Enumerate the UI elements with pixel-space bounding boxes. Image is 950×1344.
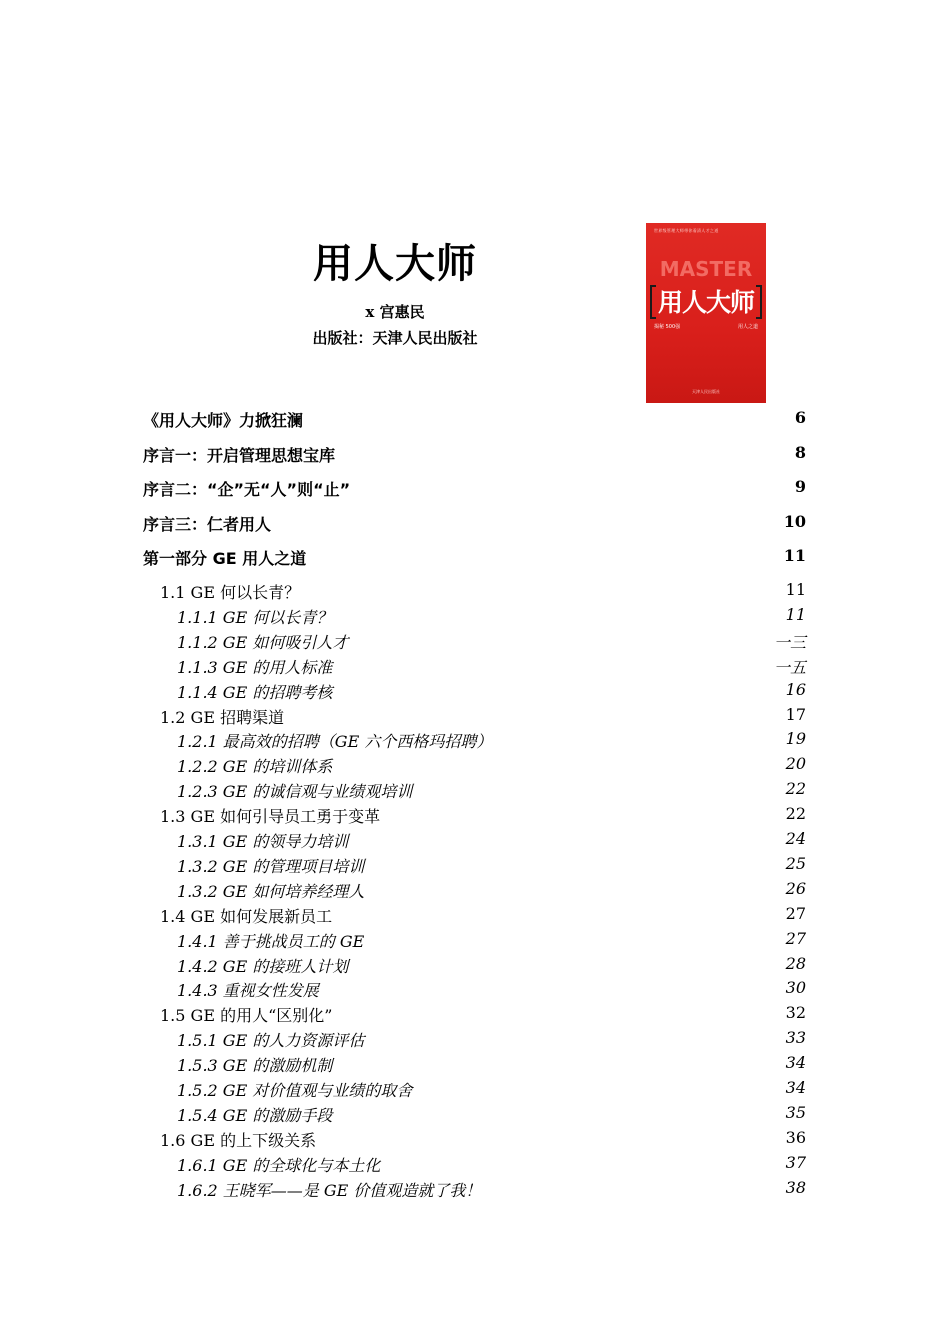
- cover-title: 用人大师: [657, 288, 754, 317]
- toc-entry[interactable]: [143, 779, 806, 803]
- toc-entry-title: 1.1.1 GE 何以长青？: [177, 607, 333, 627]
- toc-entry-title: 1.5.1 GE 的人力资源评估: [177, 1031, 365, 1051]
- toc-entry[interactable]: [143, 904, 806, 928]
- toc-entry-title: 1.5.2 GE 对价值观与业绩的取舍: [177, 1081, 413, 1100]
- toc-entry-title: 1.3.2 GE 的管理项目培训: [177, 856, 365, 876]
- toc-entry[interactable]: [143, 655, 806, 679]
- toc-entry-title: 1.5.3 GE 的激励机制: [177, 1056, 333, 1076]
- toc-entry-title: 1.1.2 GE 如何吸引人才: [177, 632, 349, 652]
- toc-entry-page: 20: [785, 754, 806, 774]
- toc-entry[interactable]: [143, 729, 806, 753]
- toc-entry-title: 1.5.4 GE 的激励手段: [177, 1105, 333, 1125]
- toc-entry-page: 34: [785, 1078, 806, 1097]
- book-cover-image: [646, 223, 766, 403]
- toc-entry[interactable]: [143, 680, 806, 704]
- cover-bracket-right: [756, 285, 762, 319]
- toc-entry-page: 11: [785, 580, 806, 599]
- toc-entry[interactable]: [143, 1003, 806, 1027]
- toc-entry[interactable]: [143, 1078, 806, 1102]
- toc-entry-title: 1.1 GE 何以长青？: [160, 583, 301, 602]
- toc-entry[interactable]: [143, 829, 806, 853]
- document-title: 用人大师: [313, 241, 477, 287]
- toc-entry[interactable]: [143, 1128, 806, 1152]
- toc-entry[interactable]: [143, 705, 806, 729]
- toc-entry-page: 36: [785, 1127, 806, 1147]
- cover-subtitle-left: 揭秘 500强: [654, 324, 681, 330]
- toc-entry[interactable]: [143, 978, 806, 1002]
- toc-entry[interactable]: [143, 954, 806, 978]
- toc-entry-title: 1.3.2 GE 如何培养经理人: [177, 881, 365, 901]
- toc-entry-page: 33: [785, 1028, 806, 1048]
- toc-entry[interactable]: [143, 1153, 806, 1177]
- toc-entry-page: 一五: [773, 657, 806, 677]
- author: x 宫惠民: [365, 303, 425, 321]
- toc-entry-page: 19: [785, 729, 806, 749]
- toc-entry-title: 序言二：“企”无“人”则“止”: [143, 480, 351, 499]
- toc-entry-title: 1.2.1 最高效的招聘（GE 六个西格玛招聘）: [177, 732, 493, 752]
- toc-entry-title: 1.4.1 善于挑战员工的 GE: [177, 931, 365, 951]
- toc-entry-page: 16: [785, 679, 806, 699]
- toc-entry-title: 1.2.2 GE 的培训体系: [177, 757, 333, 777]
- toc-entry-title: 《用人大师》力掀狂澜: [143, 411, 304, 430]
- toc-entry-page: 38: [785, 1177, 806, 1197]
- toc-entry[interactable]: [143, 408, 806, 432]
- toc-entry-page: 30: [785, 978, 806, 998]
- toc-entry-title: 1.1.3 GE 的用人标准: [177, 657, 333, 677]
- toc-entry-page: 11: [783, 546, 806, 565]
- toc-entry-page: 25: [785, 853, 806, 873]
- toc-entry-page: 22: [785, 779, 806, 799]
- toc-entry[interactable]: [143, 630, 806, 654]
- toc-entry[interactable]: [143, 605, 806, 629]
- toc-entry-page: 26: [785, 878, 806, 898]
- toc-entry[interactable]: [143, 546, 806, 570]
- toc-entry-page: 一三: [773, 632, 806, 652]
- toc-entry-title: 1.4.2 GE 的接班人计划: [177, 956, 349, 976]
- toc-entry[interactable]: [143, 754, 806, 778]
- toc-entry[interactable]: [143, 1028, 806, 1052]
- toc-entry-page: 6: [794, 408, 806, 427]
- toc-entry[interactable]: [143, 879, 806, 903]
- toc-entry[interactable]: [143, 804, 806, 828]
- toc-entry-title: 第一部分 GE 用人之道: [143, 549, 307, 568]
- toc-entry[interactable]: [143, 1053, 806, 1077]
- toc-entry[interactable]: [143, 580, 806, 604]
- toc-entry[interactable]: [143, 443, 806, 467]
- toc-entry-page: 27: [785, 928, 806, 948]
- toc-entry-page: 35: [785, 1102, 806, 1122]
- toc-entry-title: 1.3.1 GE 的领导力培训: [177, 832, 349, 851]
- toc-entry-page: 9: [794, 477, 806, 496]
- toc-entry-page: 28: [785, 953, 806, 973]
- toc-entry-page: 34: [785, 1053, 806, 1073]
- toc-entry-page: 10: [783, 511, 806, 531]
- toc-entry-title: 1.6.1 GE 的全球化与本土化: [177, 1155, 381, 1175]
- toc-entry-page: 17: [785, 704, 806, 724]
- toc-entry[interactable]: [143, 477, 806, 501]
- toc-entry-title: 序言三：仁者用人: [143, 514, 272, 534]
- toc-entry-page: 24: [785, 829, 806, 848]
- toc-entry-title: 1.2 GE 招聘渠道: [160, 707, 285, 727]
- toc-entry-title: 1.6.2 王晓军——是 GE 价值观造就了我！: [177, 1180, 482, 1200]
- toc-entry-title: 1.3 GE 如何引导员工勇于变革: [160, 807, 381, 827]
- toc-entry-page: 37: [785, 1152, 806, 1172]
- toc-entry-page: 11: [785, 604, 806, 624]
- toc-entry-title: 1.1.4 GE 的招聘考核: [177, 682, 333, 702]
- cover-tagline: 世界级管理大师带你看清人才之道: [654, 228, 719, 233]
- toc-entry-page: 8: [794, 442, 806, 462]
- toc-entry-title: 1.6 GE 的上下级关系: [160, 1130, 317, 1150]
- toc-entry[interactable]: [143, 1178, 806, 1202]
- toc-entry-title: 1.5 GE 的用人“区别化”: [160, 1006, 333, 1026]
- cover-subtitle-right: 用人之道: [737, 324, 758, 330]
- toc-entry[interactable]: [143, 1103, 806, 1127]
- toc-entry-title: 1.4.3 重视女性发展: [177, 981, 319, 1001]
- toc-entry[interactable]: [143, 512, 806, 536]
- toc-entry-title: 1.4 GE 如何发展新员工: [160, 906, 333, 926]
- toc-entry-title: 序言一：开启管理思想宝库: [143, 445, 336, 465]
- cover-master-text: MASTER: [659, 257, 753, 281]
- cover-publisher: 天津人民出版社: [692, 389, 720, 394]
- toc-entry-title: 1.2.3 GE 的诚信观与业绩观培训: [177, 782, 413, 802]
- toc-entry[interactable]: [143, 854, 806, 878]
- publisher: 出版社：天津人民出版社: [312, 329, 478, 347]
- toc-entry-page: 22: [785, 804, 806, 824]
- toc-entry[interactable]: [143, 929, 806, 953]
- toc-entry-page: 27: [785, 903, 806, 923]
- toc-entry-page: 32: [785, 1003, 806, 1023]
